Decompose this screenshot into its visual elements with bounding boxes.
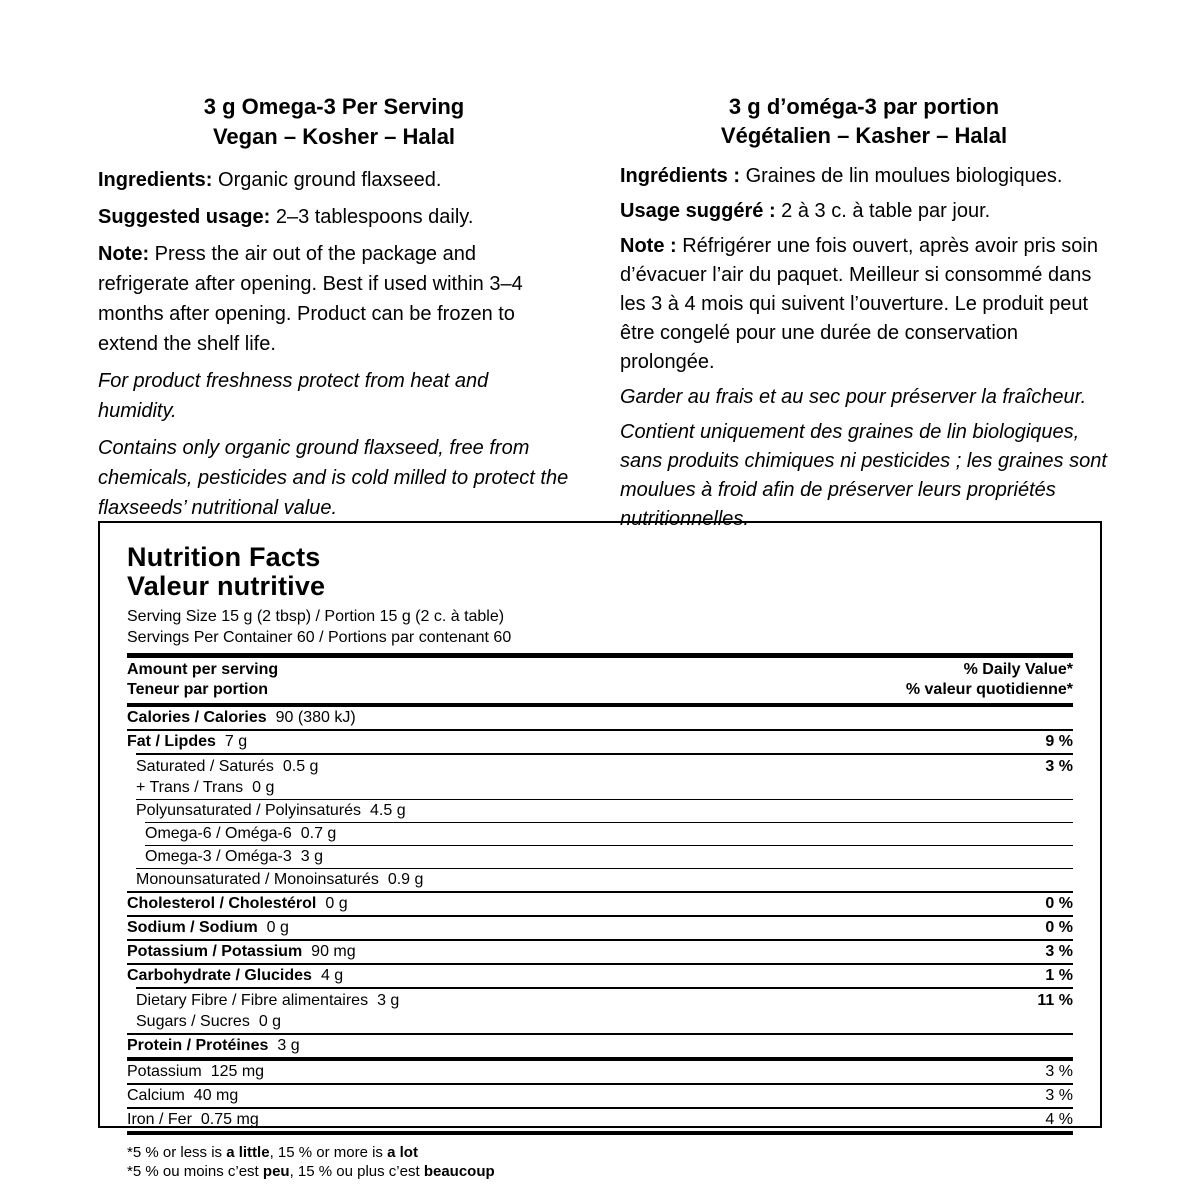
contains-fr: Contient uniquement des graines de lin biologiques, sans produits chimiques ni pesticides ; les graines sont moulues à froid afin de préserver leurs propriétés nutritionnelles. <box>620 421 1107 530</box>
daily-value-header-en: % Daily Value* <box>963 661 1073 678</box>
usage-en: Suggested usage: 2–3 tablespoons daily. <box>98 206 474 228</box>
nutrient-row-carbohydrate: Carbohydrate / Glucides 4 g 1 % <box>127 963 1073 987</box>
note-en: Note: Press the air out of the package and refrigerate after opening. Best if used within 3–4 months after opening. Product can be frozen to extend the shelf life. <box>98 243 523 355</box>
nutrient-row-fibre-sugars: Dietary Fibre / Fibre alimentaires 3 g 11 % Sugars / Sucres 0 g <box>136 987 1073 1033</box>
diet-claims-en: Vegan – Kosher – Halal <box>212 124 456 149</box>
nutrient-row-saturated-trans: Saturated / Saturés 0.5 g 3 % + Trans / Trans 0 g <box>136 753 1073 799</box>
nutrition-facts-title-en: Nutrition Facts <box>127 542 321 572</box>
freshness-en: For product freshness protect from heat and humidity. <box>98 370 489 422</box>
french-column <box>620 92 1108 540</box>
ingredients-label-en: Ingredients: <box>98 169 213 191</box>
english-heading <box>98 92 570 152</box>
daily-value-header-fr: % valeur quotidienne* <box>905 681 1073 698</box>
ingredients-en: Ingredients: Organic ground flaxseed. <box>98 169 442 191</box>
amount-per-serving-fr: Teneur par portion <box>127 681 269 698</box>
nutrient-row-polyunsaturated: Polyunsaturated / Polyinsaturés 4.5 g <box>136 799 1073 822</box>
ingredients-fr: Ingrédients : Graines de lin moulues biologiques. <box>620 165 1063 187</box>
daily-value-footnote <box>127 1143 1073 1181</box>
french-heading <box>620 92 1108 150</box>
freshness-fr: Garder au frais et au sec pour préserver la fraîcheur. <box>620 386 1087 408</box>
omega-claim-fr: 3 g d’oméga-3 par portion <box>728 94 1000 119</box>
nutrition-facts-panel <box>98 521 1102 1180</box>
thick-rule <box>127 1131 1073 1135</box>
omega-claim-en: 3 g Omega-3 Per Serving <box>203 94 465 119</box>
nutrient-row-potassium: Potassium / Potassium 90 mg 3 % <box>127 939 1073 963</box>
nutrient-row-fat: Fat / Lipdes 7 g 9 % <box>127 729 1073 753</box>
mineral-row-iron: Iron / Fer 0.75 mg 4 % <box>127 1107 1073 1131</box>
nutrient-row-monounsaturated: Monounsaturated / Monoinsaturés 0.9 g <box>136 868 1073 891</box>
nutrient-row-omega-3: Omega-3 / Oméga-3 3 g <box>145 845 1073 868</box>
contains-en: Contains only organic ground flaxseed, free from chemicals, pesticides and is cold milled to protect the flaxseeds’ nutritional value. <box>98 437 569 519</box>
nutrition-facts-title-fr: Valeur nutritive <box>127 571 326 601</box>
serving-size: Serving Size 15 g (2 tbsp) / Portion 15 g (2 c. à table) Servings Per Container 60 / Portions par contenant 60 <box>127 606 1073 648</box>
footnote-fr: *5 % ou moins c’est peu, 15 % ou plus c’est beaucoup <box>127 1163 495 1180</box>
note-fr: Note : Réfrigérer une fois ouvert, après avoir pris soin d’évacuer l’air du paquet. Meilleur si consommé dans les 3 à 4 mois qui suivent l’ouverture. Le produit peut être congelé pour une durée de conservation prolongée. <box>620 235 1098 373</box>
diet-claims-fr: Végétalien – Kasher – Halal <box>720 123 1008 148</box>
nutrient-row-omega-6: Omega-6 / Oméga-6 0.7 g <box>145 822 1073 845</box>
amount-per-serving-en: Amount per serving <box>127 661 279 678</box>
usage-label-fr: Usage suggéré : <box>620 200 776 222</box>
note-label-en: Note: <box>98 243 150 265</box>
footnote-en: *5 % or less is a little, 15 % or more is a lot <box>127 1144 418 1161</box>
nutrient-row-protein: Protein / Protéines 3 g <box>127 1033 1073 1057</box>
english-column <box>98 92 570 530</box>
servings-per-container: Servings Per Container 60 / Portions par contenant 60 <box>127 629 512 646</box>
usage-fr: Usage suggéré : 2 à 3 c. à table par jour. <box>620 200 991 222</box>
nutrient-row-calories: Calories / Calories 90 (380 kJ) <box>127 709 356 726</box>
nutrient-row-sodium: Sodium / Sodium 0 g 0 % <box>127 915 1073 939</box>
ingredients-label-fr: Ingrédients : <box>620 165 741 187</box>
note-label-fr: Note : <box>620 235 677 257</box>
mineral-row-calcium: Calcium 40 mg 3 % <box>127 1083 1073 1107</box>
nutrient-row-cholesterol: Cholesterol / Cholestérol 0 g 0 % <box>127 891 1073 915</box>
mineral-row-potassium: Potassium 125 mg 3 % <box>127 1063 1073 1080</box>
usage-label-en: Suggested usage: <box>98 206 271 228</box>
amount-header-row <box>127 658 1073 703</box>
